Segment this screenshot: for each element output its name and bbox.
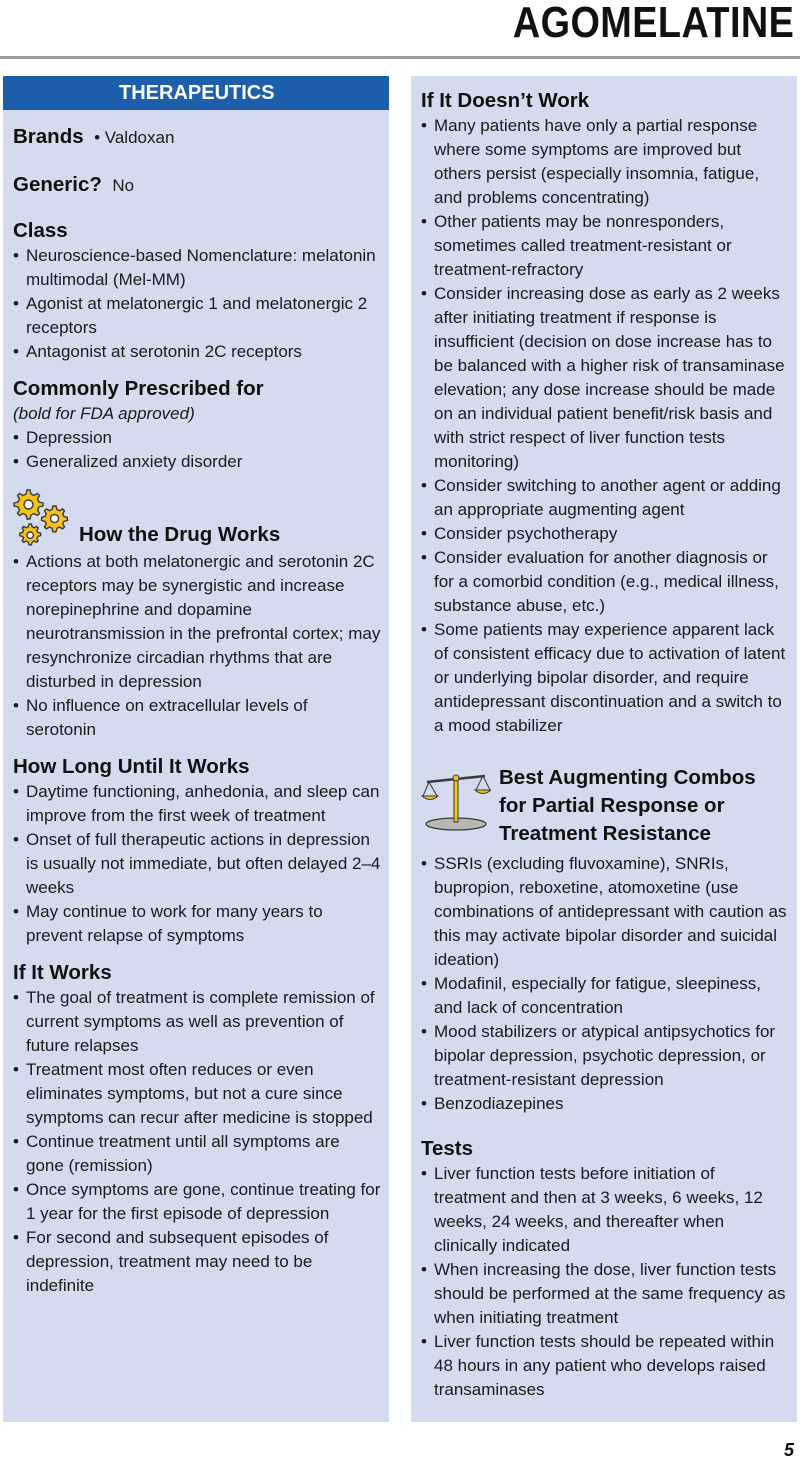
generic-row xyxy=(13,172,381,200)
list-item: • Onset of full therapeutic actions in depression is usually not immediate, but often delayed 2–4 weeks xyxy=(13,828,381,900)
list-item: • For second and subsequent episodes of depression, treatment may need to be indefinite xyxy=(13,1226,381,1298)
if-works-heading: If It Works xyxy=(13,961,112,984)
list-item: • Other patients may be nonresponders, sometimes called treatment-resistant or treatment-refractory xyxy=(421,210,789,282)
right-column xyxy=(411,76,797,1422)
prescribed-list xyxy=(13,426,381,474)
list-item: • Liver function tests should be repeated within 48 hours in any patient who develops raised transaminases xyxy=(421,1330,789,1402)
how-long-heading: How Long Until It Works xyxy=(13,755,250,778)
combos-heading-line: Treatment Resistance xyxy=(499,822,711,845)
how-long-list xyxy=(13,780,381,948)
doesnt-work-heading: If It Doesn’t Work xyxy=(421,89,590,112)
list-item: • Antagonist at serotonin 2C receptors xyxy=(13,340,381,364)
brands-value: • Valdoxan xyxy=(94,128,175,147)
list-item: • Depression xyxy=(13,426,381,450)
doesnt-work-list xyxy=(421,114,789,738)
combos-list xyxy=(421,852,789,1116)
list-item: • Many patients have only a partial response where some symptoms are improved but others persist (especially insomnia, fatigue, and problems concentrating) xyxy=(421,114,789,210)
tests-list xyxy=(421,1162,789,1402)
list-item: • Consider psychotherapy xyxy=(421,522,789,546)
list-item: • Once symptoms are gone, continue treating for 1 year for the first episode of depression xyxy=(13,1178,381,1226)
tests-heading: Tests xyxy=(421,1137,474,1160)
how-works-header xyxy=(13,486,381,550)
list-item: • Actions at both melatonergic and serotonin 2C receptors may be synergistic and increase norepinephrine and dopamine neurotransmission in the prefrontal cortex; may resynchronize circadian rhythms that are disturbed in depression xyxy=(13,550,381,694)
list-item: • When increasing the dose, liver function tests should be performed at the same frequency as when initiating treatment xyxy=(421,1258,789,1330)
how-works-list xyxy=(13,550,381,742)
list-item: • Liver function tests before initiation of treatment and then at 3 weeks, 6 weeks, 12 weeks, 24 weeks, and thereafter when clinically indicated xyxy=(421,1162,789,1258)
therapeutics-bar: THERAPEUTICS xyxy=(3,76,389,110)
prescribed-note: (bold for FDA approved) xyxy=(13,404,195,423)
brands-row xyxy=(13,124,381,152)
combos-heading-line: Best Augmenting Combos xyxy=(499,766,756,789)
list-item: • Neuroscience-based Nomenclature: melatonin multimodal (Mel-MM) xyxy=(13,244,381,292)
list-item: • Agonist at melatonergic 1 and melatonergic 2 receptors xyxy=(13,292,381,340)
title-rule xyxy=(0,56,800,59)
combos-heading xyxy=(491,764,756,848)
list-item: • No influence on extracellular levels of serotonin xyxy=(13,694,381,742)
list-item: • Continue treatment until all symptoms are gone (remission) xyxy=(13,1130,381,1178)
page-number: 5 xyxy=(783,1440,794,1460)
list-item: • Treatment most often reduces or even eliminates symptoms, but not a cure since symptoms can recur after medicine is stopped xyxy=(13,1058,381,1130)
if-works-list xyxy=(13,986,381,1298)
generic-value: No xyxy=(112,176,135,195)
class-heading: Class xyxy=(13,219,68,242)
gears-icon xyxy=(13,486,73,546)
generic-heading: Generic? xyxy=(13,173,102,196)
list-item: • Modafinil, especially for fatigue, sleepiness, and lack of concentration xyxy=(421,972,789,1020)
list-item: • SSRIs (excluding fluvoxamine), SNRIs, bupropion, reboxetine, atomoxetine (use combinations of antidepressant with caution as this may activate bipolar disorder and suicidal ideation) xyxy=(421,852,789,972)
combos-header xyxy=(421,764,789,848)
class-list xyxy=(13,244,381,364)
balance-scale-icon xyxy=(421,770,491,832)
list-item: • Some patients may experience apparent lack of consistent efficacy due to activation of latent or underlying bipolar disorder, and require antidepressant discontinuation and a switch to a mood stabilizer xyxy=(421,618,789,738)
page-title: AGOMELATINE xyxy=(512,0,794,47)
list-item: • Generalized anxiety disorder xyxy=(13,450,381,474)
brands-heading: Brands xyxy=(13,125,84,148)
how-works-heading: How the Drug Works xyxy=(79,523,281,546)
list-item: • May continue to work for many years to prevent relapse of symptoms xyxy=(13,900,381,948)
list-item: • Daytime functioning, anhedonia, and sleep can improve from the first week of treatment xyxy=(13,780,381,828)
list-item: • Consider evaluation for another diagnosis or for a comorbid condition (e.g., medical illness, substance abuse, etc.) xyxy=(421,546,789,618)
therapeutics-column xyxy=(3,76,389,1422)
list-item: • The goal of treatment is complete remission of current symptoms as well as prevention of future relapses xyxy=(13,986,381,1058)
list-item: • Consider switching to another agent or adding an appropriate augmenting agent xyxy=(421,474,789,522)
list-item: • Consider increasing dose as early as 2 weeks after initiating treatment if response is insufficient (decision on dose increase has to be balanced with a higher risk of transaminase elevation; any dose increase should be made on an individual patient benefit/risk basis and with strict respect of liver function tests monitoring) xyxy=(421,282,789,474)
combos-heading-line: for Partial Response or xyxy=(499,794,725,817)
list-item: • Benzodiazepines xyxy=(421,1092,789,1116)
list-item: • Mood stabilizers or atypical antipsychotics for bipolar depression, psychotic depression, or treatment-resistant depression xyxy=(421,1020,789,1092)
prescribed-heading: Commonly Prescribed for xyxy=(13,377,264,400)
